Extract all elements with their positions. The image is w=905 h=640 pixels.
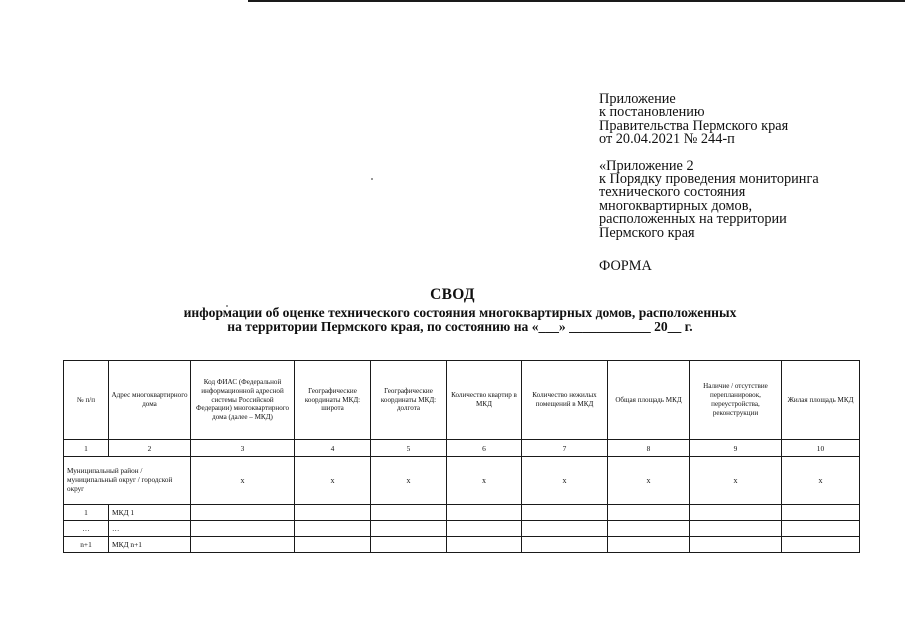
column-number: 1 [64, 440, 109, 457]
column-number: 3 [191, 440, 295, 457]
row-address: … [109, 521, 191, 537]
scan-artifact [371, 178, 373, 180]
x-mark: x [191, 457, 295, 505]
empty-cell [782, 505, 860, 521]
appendix2-line: к Порядку проведения мониторинга [599, 171, 819, 188]
appendix2-line: Пермского края [599, 224, 695, 241]
header-cell-number: № п/п [64, 361, 109, 440]
subtitle-line: на территории Пермского края, по состоянию на «___» ____________ 20__ г. [227, 319, 693, 334]
column-number: 9 [690, 440, 782, 457]
summary-table [63, 360, 860, 553]
row-number: 1 [64, 505, 109, 521]
column-number: 6 [447, 440, 522, 457]
x-mark: x [447, 457, 522, 505]
header-cell-living-area: Жилая площадь МКД [782, 361, 860, 440]
header-cell-replanning: Наличие / отсутствие перепланировок, переустройства, реконструкции [690, 361, 782, 440]
x-mark: x [295, 457, 371, 505]
empty-cell [191, 537, 295, 553]
header-cell-address: Адрес многоквартирного дома [109, 361, 191, 440]
empty-cell [295, 521, 371, 537]
document-subtitle [140, 306, 780, 334]
x-mark: x [371, 457, 447, 505]
appendix-line: к постановлению [599, 104, 705, 121]
municipal-row [64, 457, 860, 505]
empty-cell [371, 521, 447, 537]
column-number: 8 [608, 440, 690, 457]
row-number: n+1 [64, 537, 109, 553]
empty-cell [295, 537, 371, 553]
empty-cell [782, 537, 860, 553]
form-label: ФОРМА [599, 258, 652, 274]
empty-cell [191, 505, 295, 521]
appendix-line: Приложение [599, 91, 676, 107]
x-mark: x [690, 457, 782, 505]
empty-cell [690, 521, 782, 537]
table-row [64, 537, 860, 553]
header-cell-apartments: Количество квартир в МКД [447, 361, 522, 440]
column-number: 5 [371, 440, 447, 457]
header-cell-longitude: Географические координаты МКД: долгота [371, 361, 447, 440]
header-cell-latitude: Географические координаты МКД: широта [295, 361, 371, 440]
appendix-line: от 20.04.2021 № 244-п [599, 131, 735, 148]
empty-cell [371, 505, 447, 521]
x-mark: x [782, 457, 860, 505]
row-address: МКД 1 [109, 505, 191, 521]
appendix-line: Правительства Пермского края [599, 117, 789, 134]
municipal-label: Муниципальный район / муниципальный округ / городской округ [64, 457, 191, 505]
header-cell-fias-code: Код ФИАС (Федеральной информационной адресной системы Российской Федерации) многоквартирного дома (далее – МКД) [191, 361, 295, 440]
appendix2-line: расположенных на территории [599, 211, 787, 228]
appendix2-line: «Приложение 2 [599, 157, 694, 174]
empty-cell [295, 505, 371, 521]
document-title: СВОД [430, 286, 475, 303]
appendix2-line: технического состояния [599, 184, 746, 201]
row-address: МКД n+1 [109, 537, 191, 553]
empty-cell [522, 505, 608, 521]
header-cell-total-area: Общая площадь МКД [608, 361, 690, 440]
column-number: 7 [522, 440, 608, 457]
empty-cell [690, 537, 782, 553]
empty-cell [608, 505, 690, 521]
empty-cell [522, 537, 608, 553]
empty-cell [608, 537, 690, 553]
table-row [64, 521, 860, 537]
empty-cell [447, 521, 522, 537]
table-row [64, 505, 860, 521]
appendix2-line: многоквартирных домов, [599, 197, 753, 214]
appendix-block [599, 93, 819, 240]
empty-cell [690, 505, 782, 521]
empty-cell [447, 505, 522, 521]
subtitle-line: информации об оценке технического состояния многоквартирных домов, расположенных [183, 305, 737, 320]
header-row [64, 361, 860, 440]
column-number: 2 [109, 440, 191, 457]
column-number: 4 [295, 440, 371, 457]
column-number: 10 [782, 440, 860, 457]
empty-cell [608, 521, 690, 537]
column-number-row [64, 440, 860, 457]
empty-cell [447, 537, 522, 553]
empty-cell [522, 521, 608, 537]
empty-cell [782, 521, 860, 537]
empty-cell [191, 521, 295, 537]
x-mark: x [608, 457, 690, 505]
row-number: … [64, 521, 109, 537]
header-cell-nonresidential: Количество нежилых помещений в МКД [522, 361, 608, 440]
empty-cell [371, 537, 447, 553]
x-mark: x [522, 457, 608, 505]
scan-top-rule [248, 0, 905, 2]
